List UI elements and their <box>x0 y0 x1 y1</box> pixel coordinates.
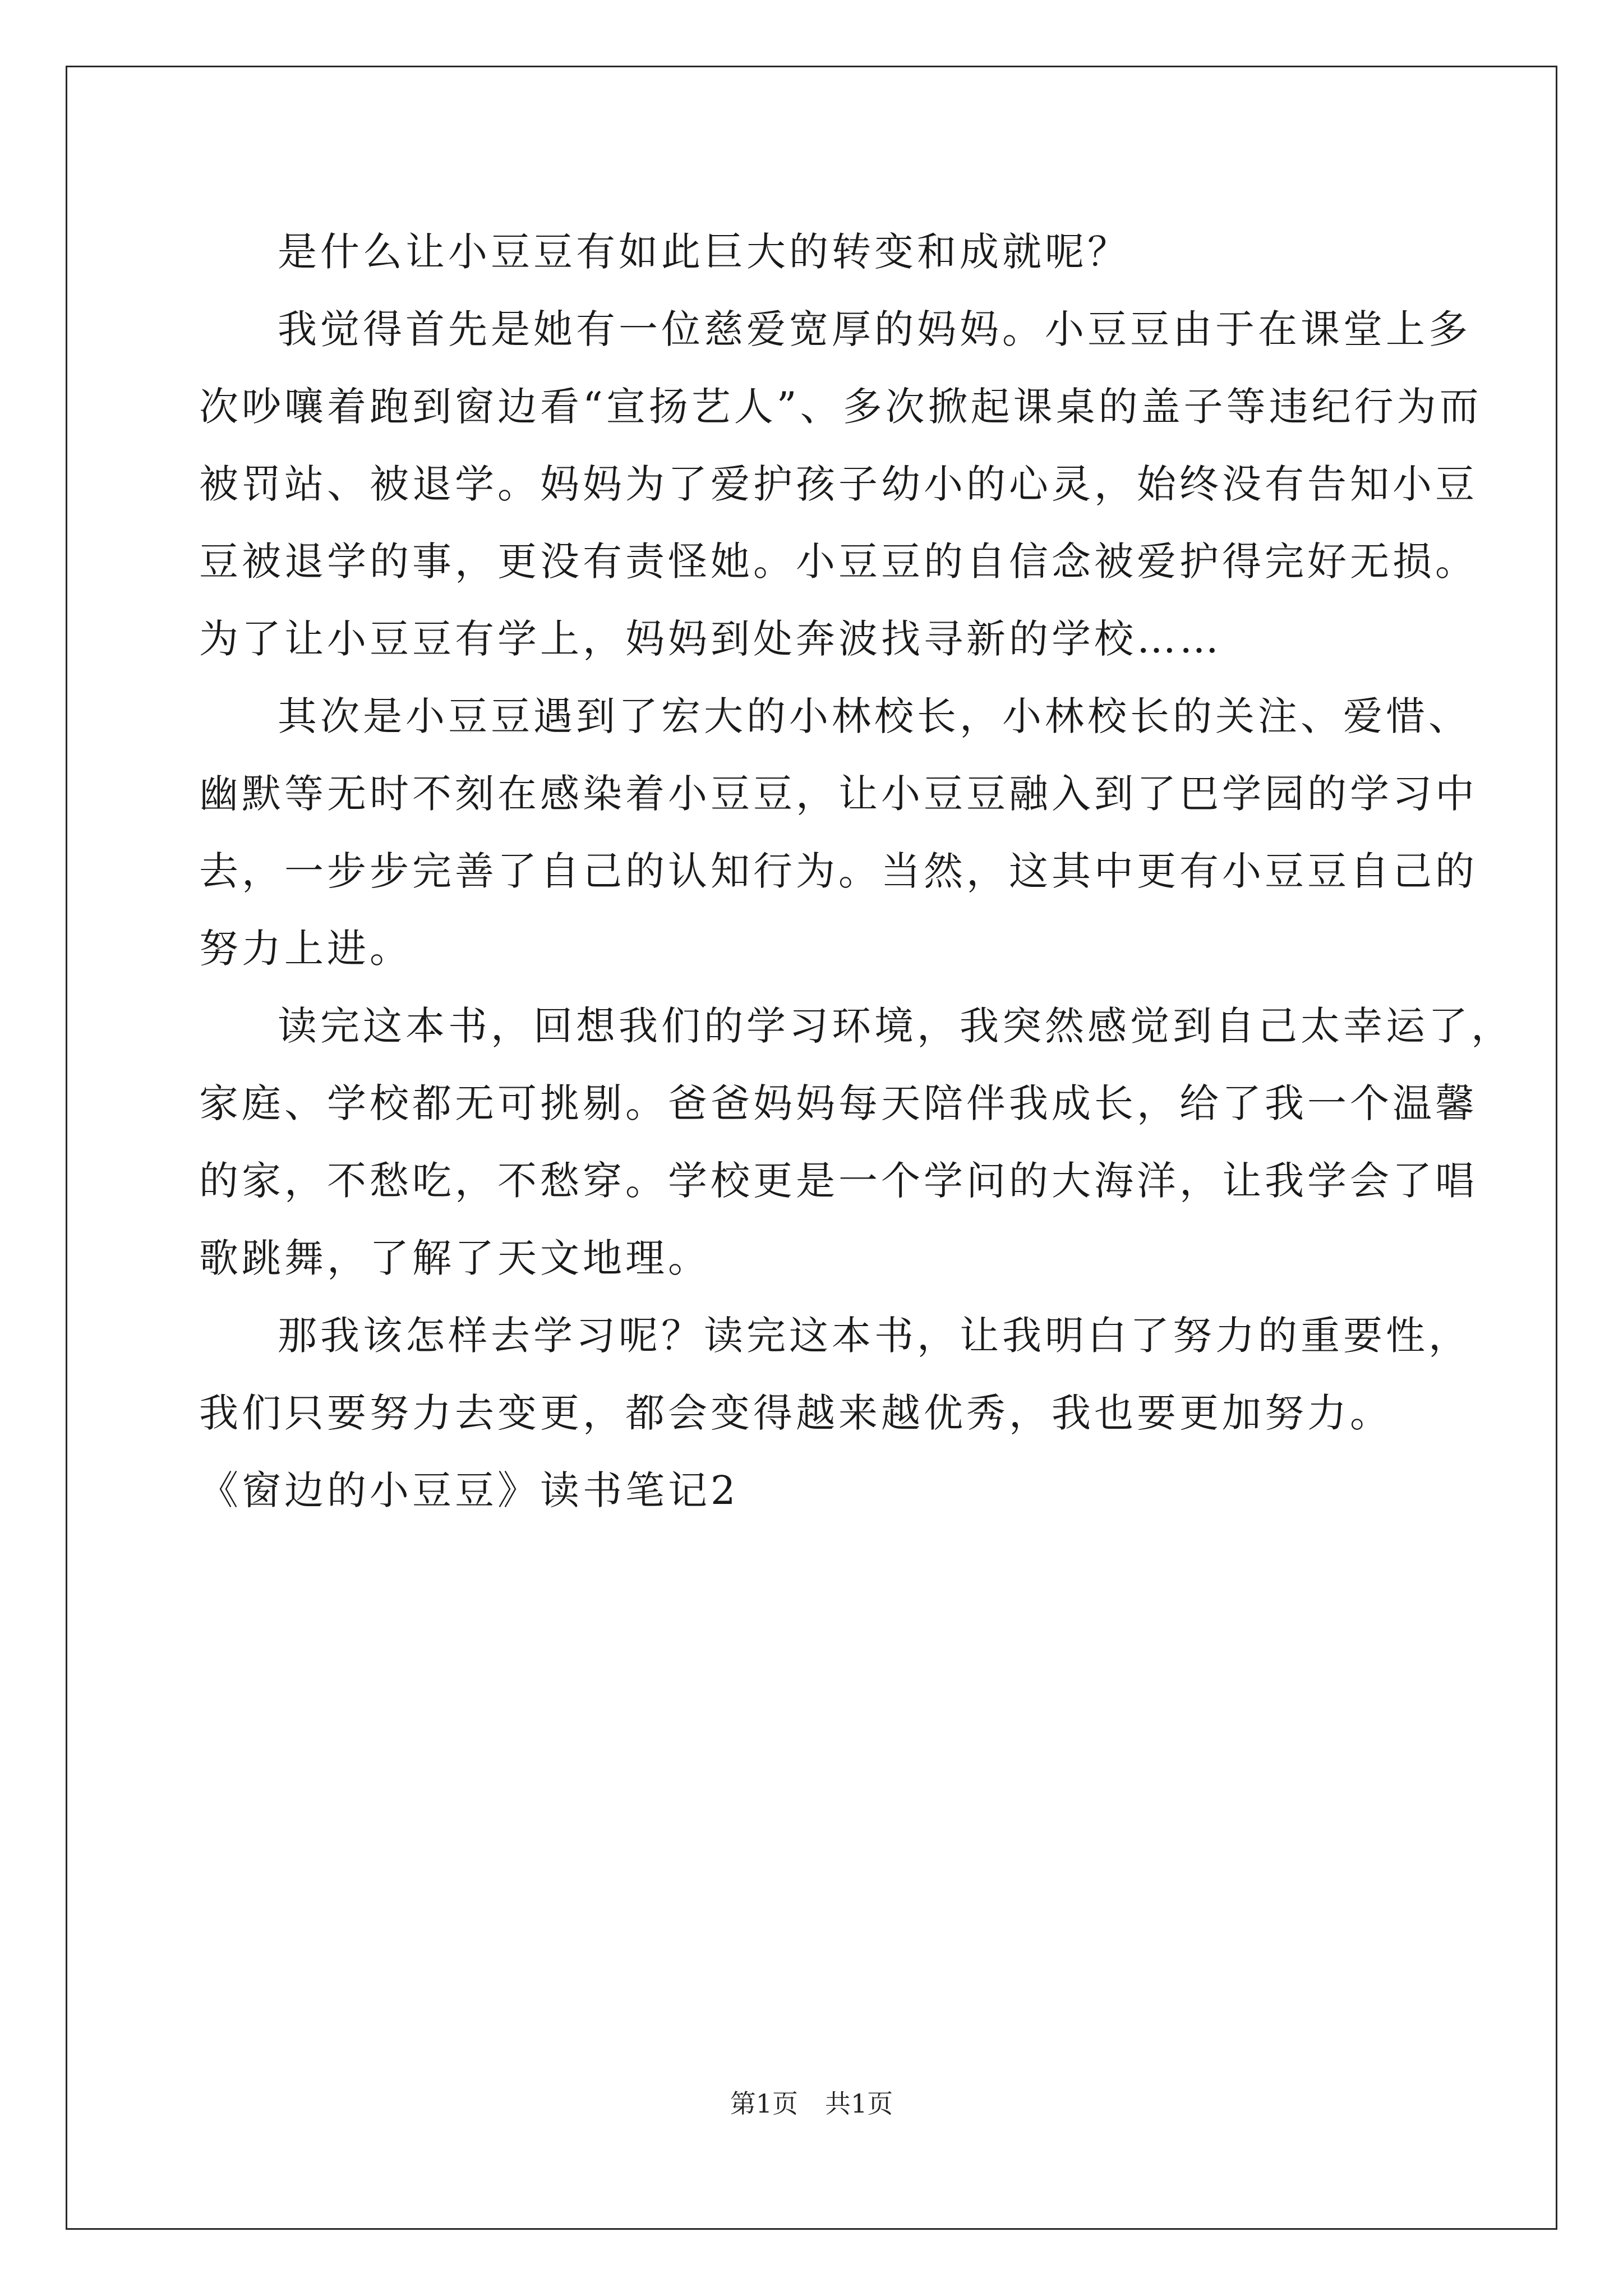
text-line: 我觉得首先是她有一位慈爱宽厚的妈妈。小豆豆由于在课堂上多 <box>278 306 1471 352</box>
paragraph <box>199 291 1482 678</box>
page-number: 第1页 <box>730 2088 798 2119</box>
page-footer <box>0 2087 1623 2120</box>
text-line: 幽默等无时不刻在感染着小豆豆，让小豆豆融入到了巴学园的学习中 <box>199 771 1478 817</box>
text-line: 努力上进。 <box>199 926 412 972</box>
text-line: 次吵嚷着跑到窗边看“宣扬艺人”、多次掀起课桌的盖子等违纪行为而 <box>199 384 1482 430</box>
paragraph <box>199 1297 1471 1452</box>
text-line: 读完这本书，回想我们的学习环境，我突然感觉到自己太幸运了， <box>278 1003 1514 1049</box>
text-line: 豆被退学的事，更没有责怪她。小豆豆的自信念被爱护得完好无损。 <box>199 539 1478 585</box>
document-body <box>199 213 1514 1529</box>
text-line: 的家，不愁吃，不愁穿。学校更是一个学问的大海洋，让我学会了唱 <box>199 1158 1478 1204</box>
text-line: 为了让小豆豆有学上，妈妈到处奔波找寻新的学校…… <box>199 616 1222 662</box>
paragraph <box>199 678 1478 987</box>
paragraph <box>199 213 1427 291</box>
text-line: 是什么让小豆豆有如此巨大的转变和成就呢？ <box>278 229 1130 275</box>
page-total: 共1页 <box>825 2088 893 2119</box>
paragraph <box>199 987 1514 1297</box>
text-line: 那我该怎样去学习呢？读完这本书，让我明白了努力的重要性， <box>278 1313 1471 1359</box>
text-line: 被罚站、被退学。妈妈为了爱护孩子幼小的心灵，始终没有告知小豆 <box>199 461 1478 507</box>
text-line: 其次是小豆豆遇到了宏大的小林校长，小林校长的关注、爱惜、 <box>278 693 1471 739</box>
section-heading: 《窗边的小豆豆》读书笔记2 <box>199 1467 739 1513</box>
text-line: 家庭、学校都无可挑剔。爸爸妈妈每天陪伴我成长，给了我一个温馨 <box>199 1080 1478 1126</box>
text-line: 我们只要努力去变更，都会变得越来越优秀，我也要更加努力。 <box>199 1390 1393 1436</box>
text-line: 歌跳舞，了解了天文地理。 <box>199 1235 711 1281</box>
text-line: 去，一步步完善了自己的认知行为。当然，这其中更有小豆豆自己的 <box>199 848 1478 894</box>
